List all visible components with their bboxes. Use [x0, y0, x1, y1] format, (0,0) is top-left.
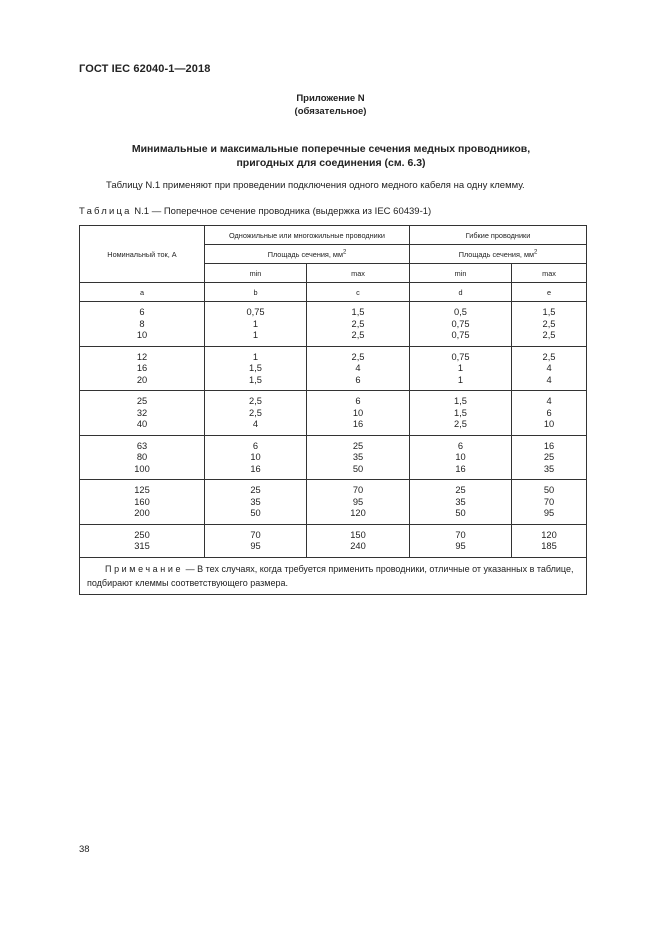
header-flexible: Гибкие проводники — [410, 226, 587, 245]
cell-value: 1,5 — [542, 307, 556, 317]
cell-value: 95 — [543, 508, 555, 518]
cell-value: 100 — [134, 463, 150, 474]
cell-value: 10 — [455, 452, 466, 462]
table-row-group — [80, 435, 587, 480]
cell-value: 2,5 — [351, 351, 365, 362]
cell-value: 10 — [352, 407, 364, 418]
cell-value: 4 — [252, 419, 259, 429]
cell-value: 6 — [355, 396, 361, 406]
header-flex-min: min — [410, 264, 512, 283]
cell-value: 12 — [136, 351, 148, 362]
cell-current — [80, 435, 205, 480]
cell-value: 95 — [455, 541, 466, 551]
cell-value: 16 — [136, 363, 148, 373]
cell-flex-min — [410, 391, 512, 436]
cell-value: 50 — [352, 463, 364, 474]
cell-value: 315 — [134, 541, 150, 551]
header-solid-stranded: Одножильные или многожильные проводники — [205, 226, 410, 245]
cell-value: 25 — [352, 440, 364, 451]
header-flex-max: max — [512, 264, 587, 283]
cell-solid-max — [307, 524, 410, 557]
cell-value: 16 — [352, 419, 364, 429]
cell-value: 16 — [543, 440, 555, 451]
cell-value: 8 — [139, 318, 145, 329]
intro-paragraph: Таблицу N.1 применяют при проведении подключения одного медного кабеля на одну клемму. — [106, 180, 525, 191]
cell-value: 25 — [136, 396, 148, 406]
cell-flex-max — [512, 302, 587, 347]
cell-current — [80, 346, 205, 391]
cell-value: 95 — [352, 496, 364, 507]
cell-value: 10 — [136, 330, 148, 340]
cell-value: 1 — [252, 318, 259, 329]
note-text: — В тех случаях, когда требуется применить проводники, отличные от указанных в таблице, подбирают клеммы соответствующего размера. — [87, 563, 574, 588]
cell-value: 120 — [541, 529, 557, 540]
cell-value: 1 — [252, 330, 259, 340]
cell-value: 4 — [546, 363, 552, 373]
cell-flex-min — [410, 480, 512, 525]
cell-value: 2,5 — [249, 407, 262, 418]
cell-value: 50 — [543, 485, 555, 495]
cell-value: 35 — [455, 496, 466, 507]
cell-value: 10 — [250, 452, 261, 462]
cell-solid-max — [307, 480, 410, 525]
cell-value: 70 — [455, 529, 466, 540]
cell-value: 1,5 — [454, 407, 467, 418]
col-label-d: d — [410, 283, 512, 302]
header-area-flexible-label: Площадь сечения, мм — [458, 249, 534, 259]
cell-value: 0,5 — [454, 307, 467, 317]
cell-value: 40 — [136, 419, 148, 429]
table-row-group — [80, 524, 587, 557]
cell-value: 120 — [350, 508, 366, 518]
cell-current — [80, 302, 205, 347]
cell-value: 35 — [250, 496, 261, 507]
cell-solid-max — [307, 302, 410, 347]
cell-value: 16 — [250, 463, 261, 474]
cell-value: 25 — [543, 452, 555, 462]
col-label-a: a — [80, 283, 205, 302]
header-area-solid — [205, 245, 410, 264]
cell-flex-min — [410, 346, 512, 391]
cell-current — [80, 480, 205, 525]
cell-solid-max — [307, 391, 410, 436]
cell-value: 50 — [455, 508, 466, 518]
cell-current — [80, 524, 205, 557]
cell-value: 1 — [457, 374, 464, 385]
note-label: Примечание — [105, 563, 184, 574]
cell-value: 6 — [457, 440, 464, 451]
cell-solid-min — [205, 302, 307, 347]
annex-title: Приложение N — [296, 93, 365, 104]
cell-value: 20 — [136, 374, 148, 385]
header-solid-max: max — [307, 264, 410, 283]
cell-value: 185 — [541, 541, 557, 551]
cell-value: 6 — [252, 440, 259, 451]
cell-value: 0,75 — [246, 307, 265, 317]
table-row-group — [80, 391, 587, 436]
table-row-group — [80, 480, 587, 525]
header-rated-current: Номинальный ток, А — [80, 226, 205, 283]
table-caption — [79, 206, 431, 217]
cell-value: 2,5 — [542, 318, 556, 329]
cell-value: 1,5 — [351, 307, 365, 317]
cell-value: 200 — [134, 508, 150, 518]
col-label-c: c — [307, 283, 410, 302]
annex-status: (обязательное) — [294, 106, 367, 117]
cell-flex-min — [410, 524, 512, 557]
cell-solid-min — [205, 391, 307, 436]
cell-value: 70 — [352, 485, 364, 495]
cell-value: 125 — [134, 485, 150, 495]
cell-value: 1 — [457, 363, 464, 373]
cell-value: 70 — [250, 529, 261, 540]
cell-value: 35 — [543, 463, 555, 474]
cell-value: 6 — [139, 307, 145, 317]
cell-value: 250 — [134, 529, 150, 540]
cell-value: 63 — [136, 440, 148, 451]
table-caption-label: Таблица — [79, 206, 132, 217]
cell-value: 1,5 — [454, 396, 467, 406]
table-row-group — [80, 346, 587, 391]
cell-value: 0,75 — [451, 351, 470, 362]
cell-value: 0,75 — [451, 330, 470, 340]
cell-value: 2,5 — [454, 419, 467, 429]
cell-value: 240 — [350, 541, 366, 551]
cell-value: 25 — [250, 485, 261, 495]
cell-value: 80 — [136, 452, 148, 462]
section-title-line1: Минимальные и максимальные поперечные сечения медных проводников, — [131, 143, 531, 155]
cell-value: 1 — [252, 351, 259, 362]
document-header: ГОСТ IEC 62040-1—2018 — [79, 63, 211, 75]
cell-value: 1,5 — [249, 374, 262, 385]
cell-flex-max — [512, 346, 587, 391]
cell-flex-max — [512, 480, 587, 525]
cell-value: 32 — [136, 407, 148, 418]
cell-value: 16 — [455, 463, 466, 474]
table-row-group — [80, 302, 587, 347]
cell-value: 4 — [546, 396, 552, 406]
cell-solid-min — [205, 435, 307, 480]
cell-value: 2,5 — [249, 396, 262, 406]
cell-value: 6 — [546, 407, 552, 418]
cell-value: 0,75 — [451, 318, 470, 329]
page-number: 38 — [79, 844, 90, 855]
cell-solid-max — [307, 435, 410, 480]
header-area-solid-sup: 2 — [342, 249, 347, 256]
cell-value: 50 — [250, 508, 261, 518]
cell-value: 95 — [250, 541, 261, 551]
cell-value: 2,5 — [351, 330, 365, 340]
cell-value: 150 — [350, 529, 366, 540]
cell-value: 4 — [546, 374, 552, 385]
cell-flex-min — [410, 435, 512, 480]
cell-solid-min — [205, 480, 307, 525]
cell-value: 160 — [134, 496, 150, 507]
annex-heading — [0, 92, 661, 118]
cell-value: 2,5 — [542, 330, 556, 340]
cell-value: 1,5 — [249, 363, 262, 373]
header-area-solid-label: Площадь сечения, мм — [267, 249, 343, 259]
cell-flex-max — [512, 435, 587, 480]
cell-solid-min — [205, 346, 307, 391]
cell-value: 70 — [543, 496, 555, 507]
header-solid-min: min — [205, 264, 307, 283]
col-label-b: b — [205, 283, 307, 302]
header-area-flexible — [410, 245, 587, 264]
cell-value: 2,5 — [542, 351, 556, 362]
cell-current — [80, 391, 205, 436]
header-area-flexible-sup: 2 — [533, 249, 538, 256]
section-title-line2: пригодных для соединения (см. 6.3) — [236, 157, 426, 169]
section-title — [79, 142, 583, 170]
cell-solid-min — [205, 524, 307, 557]
cell-value: 6 — [355, 374, 361, 385]
cell-flex-max — [512, 391, 587, 436]
table-note — [80, 557, 587, 594]
cell-value: 2,5 — [351, 318, 365, 329]
cell-value: 25 — [455, 485, 466, 495]
table-caption-text: N.1 — Поперечное сечение проводника (выдержка из IEC 60439-1) — [134, 206, 432, 217]
cell-flex-max — [512, 524, 587, 557]
cell-value: 35 — [352, 452, 364, 462]
col-label-e: e — [512, 283, 587, 302]
cell-solid-max — [307, 346, 410, 391]
cell-value: 4 — [355, 363, 361, 373]
cell-flex-min — [410, 302, 512, 347]
conductor-table — [79, 225, 587, 595]
cell-value: 10 — [543, 419, 555, 429]
